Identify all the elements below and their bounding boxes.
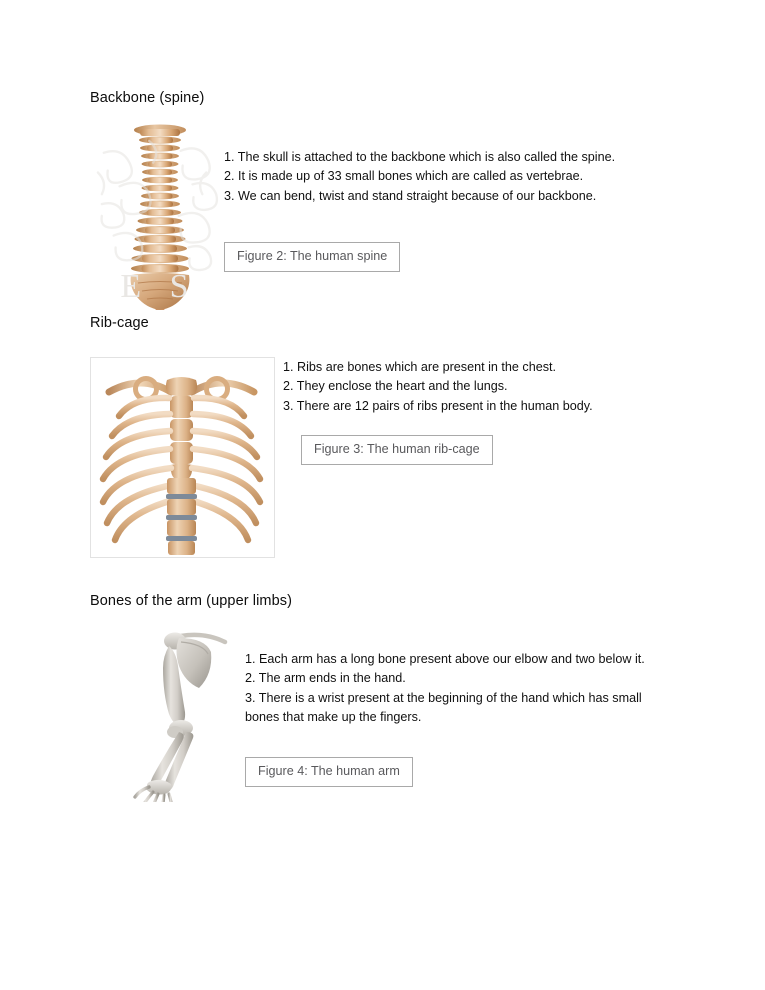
figure-human-arm [113, 622, 238, 802]
backbone-text-block [224, 148, 676, 206]
heading-rib-cage: Rib-cage [90, 315, 149, 331]
section-arm [90, 593, 292, 609]
watermark-letters: E S [120, 268, 199, 305]
section-backbone [90, 90, 204, 106]
spine-illustration-svg [88, 118, 231, 310]
rib-cage-point-2: 2. They enclose the heart and the lungs. [283, 379, 508, 394]
figure-human-spine [88, 118, 231, 310]
rib-cage-point-3: 3. There are 12 pairs of ribs present in the human body. [283, 398, 593, 413]
caption-figure-2: Figure 2: The human spine [224, 242, 400, 272]
figure-human-rib-cage [90, 357, 275, 558]
rib-cage-illustration-svg [91, 358, 272, 555]
caption-figure-3-wrap [301, 435, 493, 465]
arm-point-3: 3. There is a wrist present at the beginning of the hand which has small bones that make up the fingers. [245, 690, 642, 724]
arm-text-block [245, 650, 676, 727]
rib-cage-text-block [283, 358, 683, 416]
caption-figure-4: Figure 4: The human arm [245, 757, 413, 787]
caption-figure-4-wrap [245, 757, 413, 787]
backbone-point-3: 3. We can bend, twist and stand straight because of our backbone. [224, 188, 597, 203]
heading-arm: Bones of the arm (upper limbs) [90, 593, 293, 609]
heading-backbone: Backbone (spine) [90, 90, 205, 106]
caption-figure-2-wrap [224, 242, 400, 272]
section-rib-cage [90, 315, 149, 331]
rib-cage-point-1: 1. Ribs are bones which are present in the chest. [283, 360, 557, 374]
arm-illustration-svg [113, 622, 238, 802]
arm-point-1: 1. Each arm has a long bone present above our elbow and two below it. [245, 652, 645, 666]
caption-figure-3: Figure 3: The human rib-cage [301, 435, 493, 465]
arm-point-2: 2. The arm ends in the hand. [245, 671, 406, 686]
backbone-point-1: 1. The skull is attached to the backbone which is also called the spine. [224, 150, 616, 164]
backbone-point-2: 2. It is made up of 33 small bones which are called as vertebrae. [224, 169, 584, 184]
